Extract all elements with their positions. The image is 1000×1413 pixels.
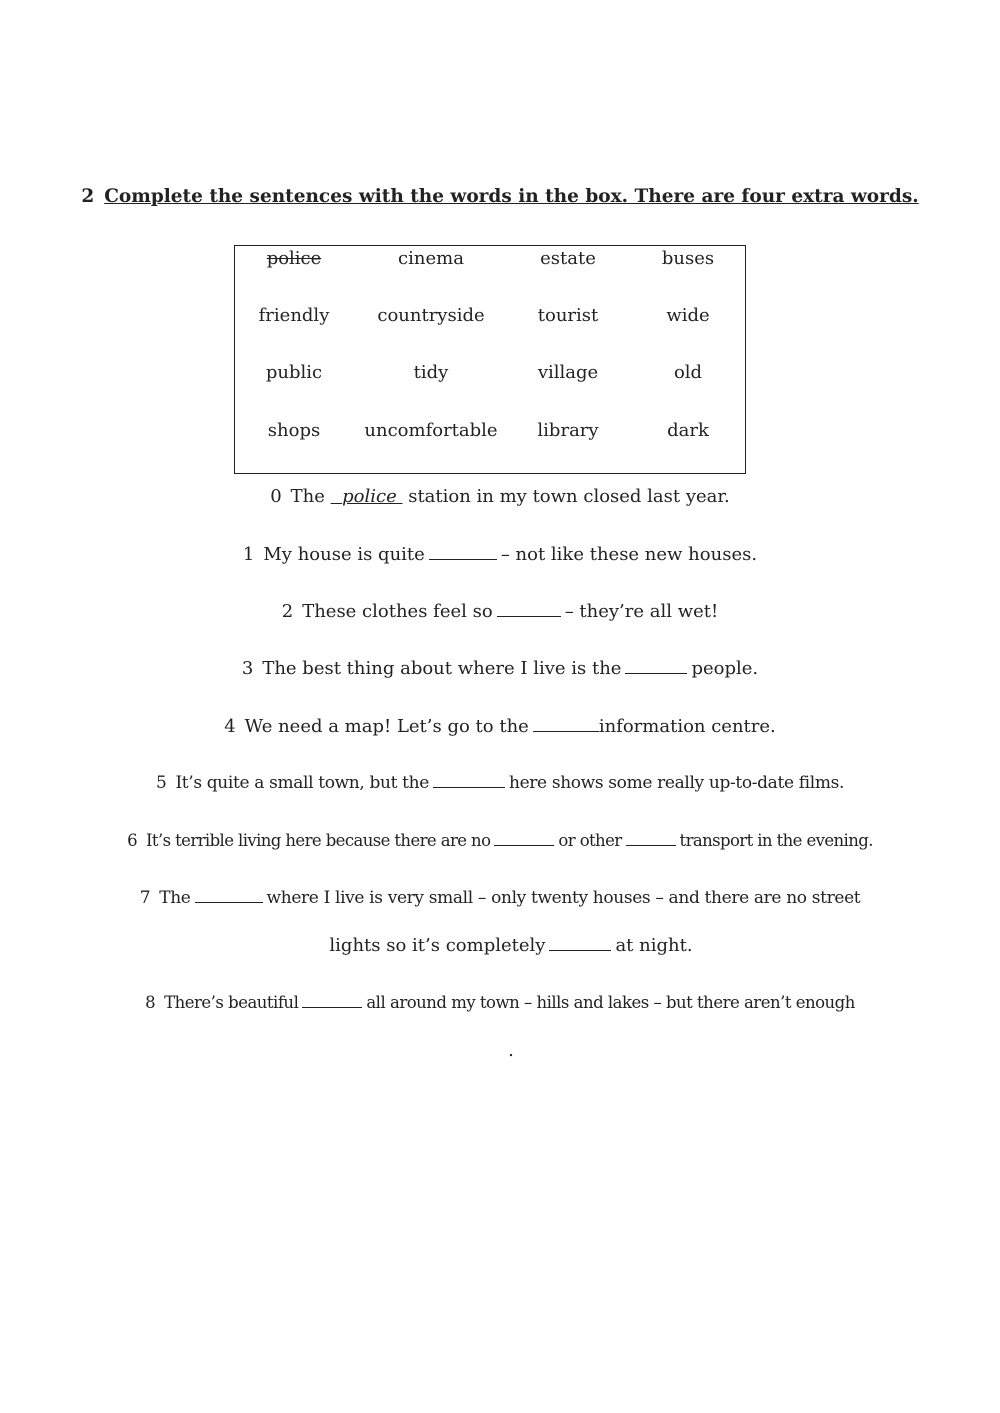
answer-blank[interactable] <box>302 1006 362 1008</box>
sentence-text: It’s terrible living here because there are no <box>146 831 491 850</box>
sentence-number: 4 <box>224 716 236 737</box>
answer-blank[interactable] <box>497 615 561 617</box>
word-box-item: old <box>673 362 703 383</box>
sentence-4 <box>0 716 1000 737</box>
sentence-number: 1 <box>242 544 255 565</box>
sentence-text: all around my town – hills and lakes – but there aren’t enough <box>366 993 855 1012</box>
word-box-item: shops <box>267 420 321 441</box>
sentence-text: transport in the evening. <box>679 831 873 850</box>
word-box-item: countryside <box>377 305 485 326</box>
sentence-text: The <box>290 486 325 507</box>
sentence-text: – not like these new houses. <box>500 544 758 565</box>
sentence-text: or other <box>558 831 622 850</box>
sentence-1 <box>0 544 1000 565</box>
sentence-text: We need a map! Let’s go to the <box>244 716 529 737</box>
sentence-text: where I live is very small – only twenty houses – and there are no street <box>266 888 861 908</box>
sentence-2 <box>0 601 1000 622</box>
sentence-8-continued <box>0 1040 1000 1061</box>
instruction-heading <box>0 186 1000 207</box>
sentence-7-continued <box>0 935 1000 956</box>
word-box-item: estate <box>540 248 596 269</box>
word-box-item: police <box>266 248 322 269</box>
word-box-item: dark <box>667 420 709 441</box>
answer-blank[interactable] <box>533 730 599 732</box>
answer-blank[interactable] <box>433 786 505 788</box>
sentence-text: here shows some really up-to-date films. <box>508 773 845 793</box>
word-box-item: tourist <box>537 305 599 326</box>
answer-blank[interactable] <box>626 844 676 846</box>
word-box-item: buses <box>661 248 715 269</box>
answer-blank[interactable] <box>625 672 687 674</box>
word-box-item: cinema <box>398 248 464 269</box>
sentence-5 <box>0 773 1000 793</box>
sentence-text: The <box>159 888 191 908</box>
sentence-text: There’s beautiful <box>164 993 299 1012</box>
sentence-number: 8 <box>145 993 156 1012</box>
sentence-7 <box>0 888 1000 908</box>
sentence-text: My house is quite <box>263 544 425 565</box>
sentence-number: 0 <box>270 486 282 507</box>
sentence-text: These clothes feel so <box>302 601 493 622</box>
word-box-item: library <box>537 420 599 441</box>
word-box-item: wide <box>666 305 710 326</box>
sentence-text: The best thing about where I live is the <box>262 658 622 679</box>
answer-blank[interactable] <box>429 558 497 560</box>
answer-blank[interactable] <box>494 844 554 846</box>
exercise-number: 2 <box>81 186 95 207</box>
sentence-text: station in my town closed last year. <box>408 486 730 507</box>
word-box-item: tidy <box>413 362 449 383</box>
sentence-text: at night. <box>615 935 693 956</box>
example-sentence <box>0 486 1000 507</box>
answer-blank[interactable] <box>549 949 611 951</box>
sentence-number: 6 <box>127 831 138 850</box>
instruction-text: Complete the sentences with the words in the box. There are four extra words. <box>104 186 919 207</box>
sentence-number: 3 <box>241 658 254 679</box>
word-box-item: friendly <box>258 305 330 326</box>
sentence-8 <box>0 993 1000 1012</box>
word-box-item: uncomfortable <box>364 420 498 441</box>
word-box-item: public <box>265 362 323 383</box>
sentence-number: 2 <box>281 601 294 622</box>
sentence-text: It’s quite a small town, but the <box>175 773 429 793</box>
sentence-text: – they’re all wet! <box>564 601 719 622</box>
answer-blank[interactable] <box>195 901 263 903</box>
word-box-item: village <box>537 362 599 383</box>
sentence-text: . <box>508 1040 514 1061</box>
sentence-text: people. <box>691 658 759 679</box>
sentence-3 <box>0 658 1000 679</box>
example-answer: police <box>342 486 397 507</box>
sentence-number: 5 <box>155 773 167 793</box>
sentence-6 <box>0 831 1000 850</box>
sentence-text: lights so it’s completely <box>329 935 546 956</box>
sentence-number: 7 <box>139 888 151 908</box>
word-box <box>234 245 746 474</box>
sentence-text: information centre. <box>598 716 776 737</box>
